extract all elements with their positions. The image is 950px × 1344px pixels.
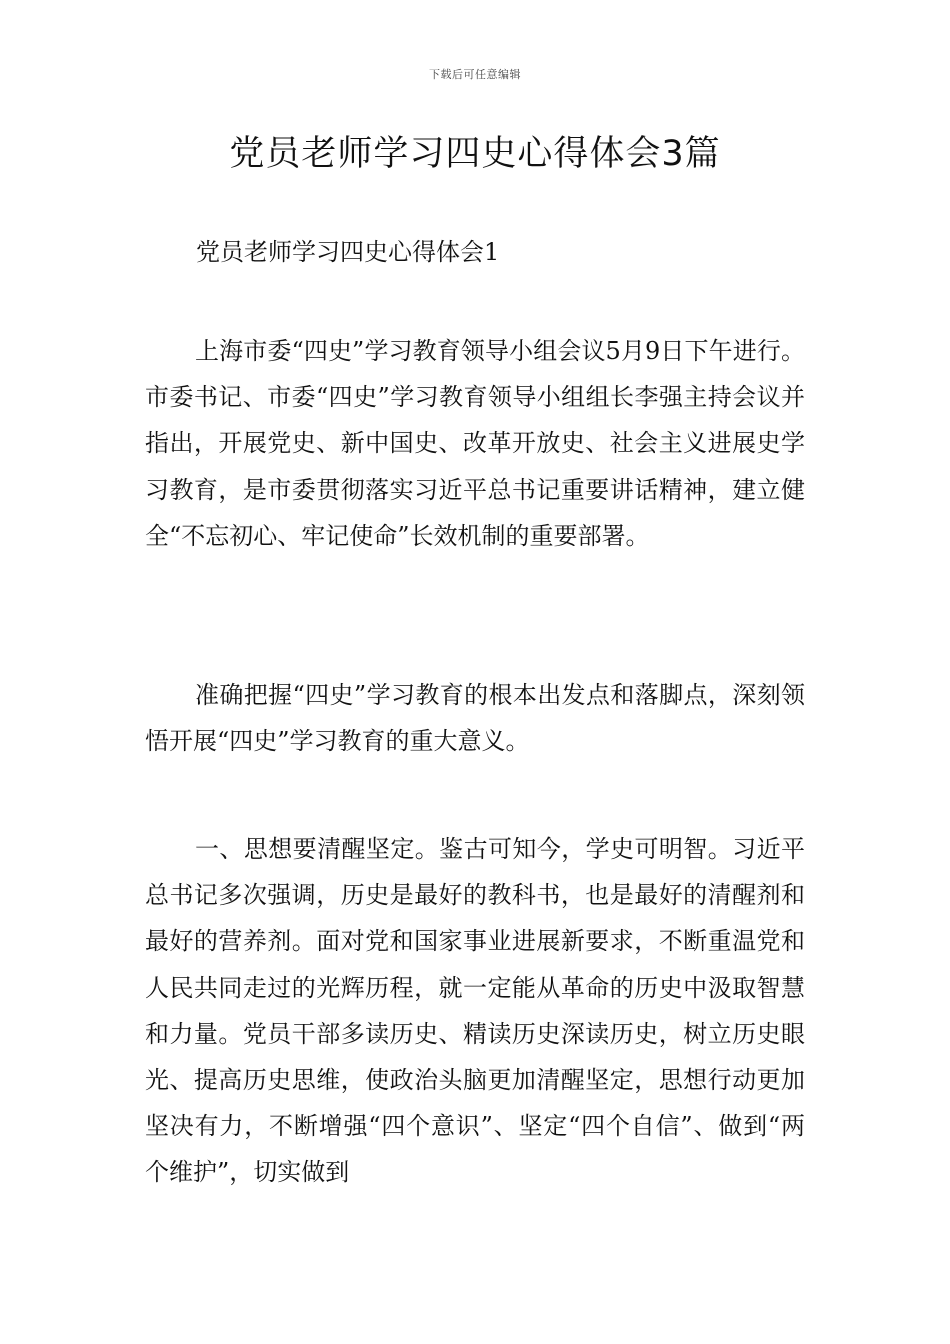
section-subtitle: 党员老师学习四史心得体会1 (196, 238, 500, 266)
paragraph-2: 准确把握“四史”学习教育的根本出发点和落脚点，深刻领悟开展“四史”学习教育的重大意义。 (145, 681, 805, 756)
paragraph-1: 上海市委“四史”学习教育领导小组会议5月9日下午进行。市委书记、市委“四史”学习教育领导小组组长李强主持会议并指出，开展党史、新中国史、改革开放史、社会主义进展史学习教育，是市委贯彻落实习近平总书记重要讲话精神，建立健全“不忘初心、牢记使命”长效机制的重要部署。 (145, 337, 805, 550)
header-note: 下载后可任意编辑 (429, 68, 521, 81)
document-title: 党员老师学习四史心得体会3篇 (229, 134, 721, 174)
paragraph-3: 一、思想要清醒坚定。鉴古可知今，学史可明智。习近平总书记多次强调，历史是最好的教科书，也是最好的清醒剂和最好的营养剂。面对党和国家事业进展新要求，不断重温党和人民共同走过的光辉历程，就一定能从革命的历史中汲取智慧和力量。党员干部多读历史、精读历史深读历史，树立历史眼光、提高历史思维，使政治头脑更加清醒坚定，思想行动更加坚决有力，不断增强“四个意识”、坚定“四个自信”、做到“两个维护”，切实做到 (145, 835, 805, 1187)
